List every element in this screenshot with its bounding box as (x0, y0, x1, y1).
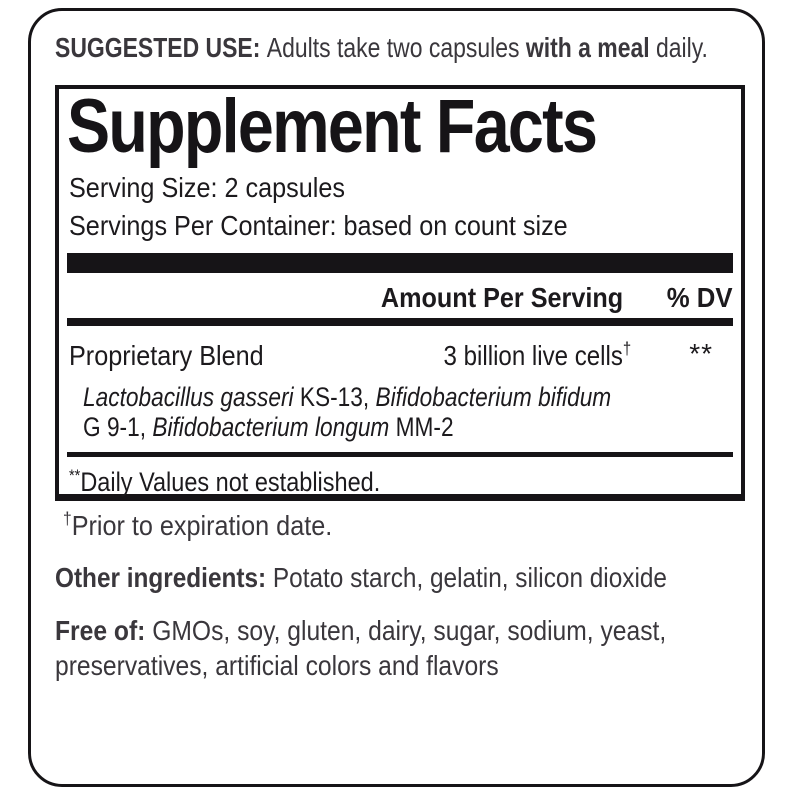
amount-per-serving-header (354, 281, 623, 315)
supplement-label (28, 8, 765, 787)
expiration-footnote (63, 509, 362, 543)
blend-detail-line-2 (83, 412, 524, 442)
blend-detail-line-2-text: G 9-1, Bifidobacterium longum MM-2 (83, 412, 454, 442)
proprietary-blend-dv (689, 337, 713, 371)
other-ingredients-line (55, 561, 758, 595)
proprietary-blend-amount-text: 3 billion live cells† (443, 338, 631, 371)
free-of-line-2 (55, 648, 559, 683)
percent-dv-header-text: % DV (667, 282, 733, 313)
suggested-use-text: SUGGESTED USE: Adults take two capsules with a meal daily. (55, 32, 708, 63)
servings-per-container-text: Servings Per Container: based on count size (69, 210, 568, 241)
free-of-line-2-text: preservatives, artificial colors and flavors (55, 650, 499, 681)
divider-medium-bar (67, 318, 733, 326)
supplement-facts-title (67, 84, 690, 169)
divider-thick-bar (67, 253, 733, 273)
percent-dv-header (661, 281, 733, 315)
proprietary-blend-dv-text: ** (689, 338, 713, 369)
serving-size-text: Serving Size: 2 capsules (69, 172, 345, 203)
proprietary-blend-name-text: Proprietary Blend (69, 340, 264, 371)
daily-values-footnote-text: **Daily Values not established. (69, 466, 381, 497)
suggested-use-line (55, 31, 790, 65)
other-ingredients-text: Other ingredients: Potato starch, gelatin, silicon dioxide (55, 562, 667, 593)
proprietary-blend-name (69, 339, 285, 373)
divider-thin-bar (67, 452, 733, 457)
servings-per-container-line (69, 209, 623, 243)
amount-per-serving-header-text: Amount Per Serving (380, 282, 623, 313)
expiration-footnote-text: †Prior to expiration date. (63, 508, 333, 541)
serving-size-line (69, 171, 376, 205)
blend-detail-line-1-text: Lactobacillus gasseri KS-13, Bifidobacterium bifidum (83, 382, 612, 412)
free-of-line-1-text: Free of: GMOs, soy, gluten, dairy, sugar, sodium, yeast, (55, 615, 667, 646)
supplement-facts-panel (55, 85, 745, 501)
supplement-facts-title-text: Supplement Facts (67, 84, 597, 169)
proprietary-blend-amount (413, 339, 631, 373)
daily-values-footnote (69, 466, 427, 498)
free-of-line-1 (55, 613, 750, 648)
blend-detail-line-1 (83, 382, 712, 412)
